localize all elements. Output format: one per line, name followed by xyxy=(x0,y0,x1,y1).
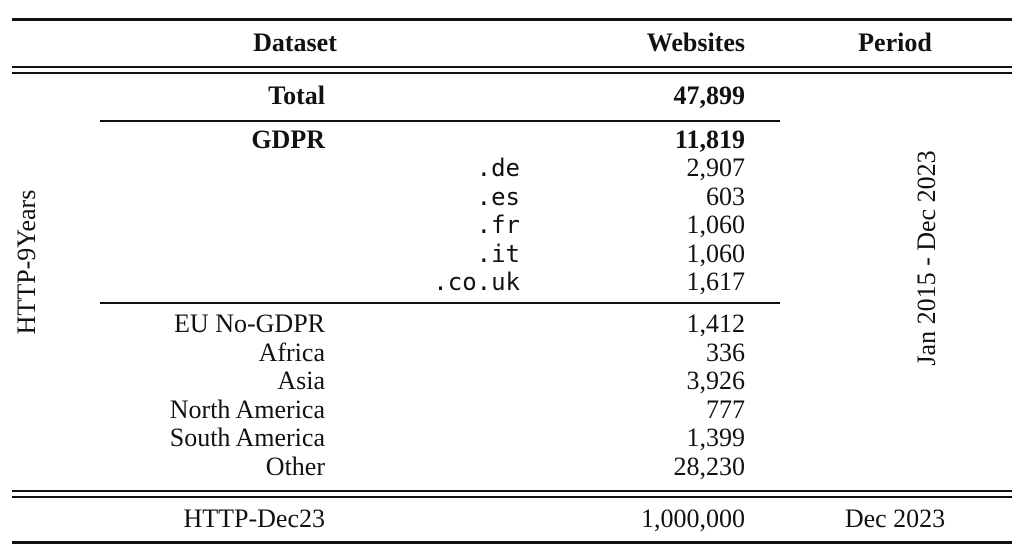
region-label: EU No-GDPR xyxy=(174,309,325,338)
tld-websites: 1,060 xyxy=(686,210,745,239)
tld-websites: 1,060 xyxy=(686,238,745,268)
total-websites: 47,899 xyxy=(673,81,745,110)
tld-label: .de xyxy=(476,154,520,182)
header-rule-1 xyxy=(12,66,1012,68)
tld-websites: 603 xyxy=(706,181,745,211)
region-label: Other xyxy=(265,451,325,481)
header-dataset: Dataset xyxy=(253,28,337,57)
tld-label: .co.uk xyxy=(433,268,520,296)
total-rule xyxy=(100,120,780,122)
tld-label: .es xyxy=(476,182,520,211)
http-dec23-period: Dec 2023 xyxy=(844,504,946,533)
section-rule-2 xyxy=(12,496,1012,498)
tld-websites: 1,617 xyxy=(686,267,745,296)
header-websites: Websites xyxy=(646,28,745,57)
region-websites: 336 xyxy=(706,337,745,367)
group-label-http-9years: HTTP-9Years xyxy=(12,189,41,335)
region-label: North America xyxy=(169,394,325,424)
top-rule xyxy=(12,18,1012,21)
region-label: Africa xyxy=(258,337,325,367)
http-dec23-websites: 1,000,000 xyxy=(641,504,745,533)
region-websites: 1,412 xyxy=(686,309,745,338)
bottom-rule xyxy=(12,541,1012,544)
region-label: South America xyxy=(169,423,325,452)
total-label: Total xyxy=(268,81,325,110)
region-label: Asia xyxy=(277,366,325,395)
region-websites: 28,230 xyxy=(673,451,745,481)
gdpr-label: GDPR xyxy=(251,125,325,154)
header-period: Period xyxy=(858,28,932,57)
region-websites: 3,926 xyxy=(686,366,745,395)
header-rule-2 xyxy=(12,72,1012,74)
period-label-http-9years: Jan 2015 - Dec 2023 xyxy=(912,150,941,366)
tld-label: .it xyxy=(476,239,520,268)
region-websites: 777 xyxy=(706,394,745,424)
gdpr-websites: 11,819 xyxy=(674,125,745,154)
http-dec23-label: HTTP-Dec23 xyxy=(183,504,325,533)
section-rule-1 xyxy=(12,490,1012,492)
gdpr-rule xyxy=(100,302,780,304)
tld-websites: 2,907 xyxy=(686,153,745,182)
region-websites: 1,399 xyxy=(686,423,745,452)
tld-label: .fr xyxy=(476,211,520,239)
